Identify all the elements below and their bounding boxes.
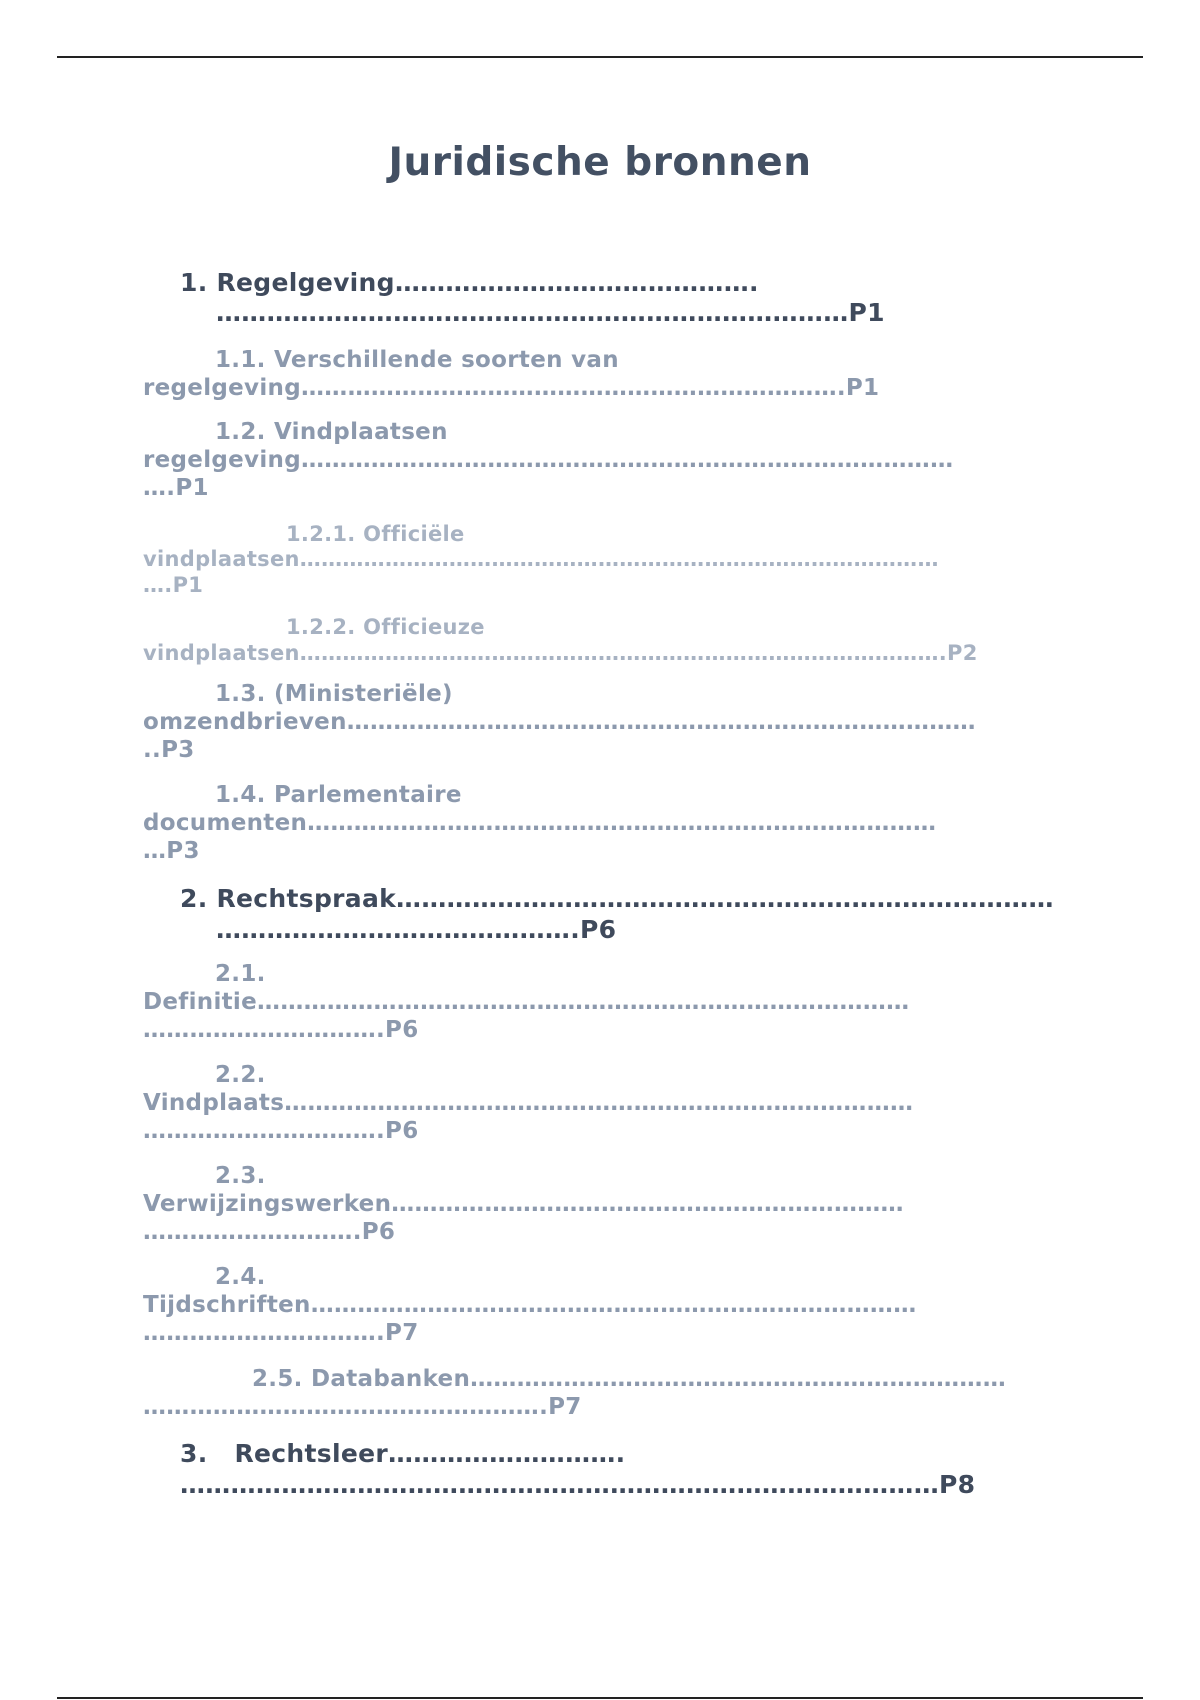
toc-entry-1-2-1-line2[interactable]: vindplaatsen……………………………………………………………………………… [143,547,939,571]
toc-entry-2-4[interactable]: 2.4. [215,1264,266,1290]
toc-entry-1-4[interactable]: 1.4. Parlementaire [215,782,462,808]
toc-entry-1-3[interactable]: 1.3. (Ministeriële) [215,681,453,707]
document-title: Juridische bronnen [388,140,812,185]
toc-entry-1-2-line2[interactable]: regelgeving………………………………………………………………………… [143,447,954,473]
toc-entry-1-3-page[interactable]: ..P3 [143,737,195,763]
toc-entry-1-1[interactable]: 1.1. Verschillende soorten van [215,347,619,373]
toc-entry-regelgeving-page[interactable]: …………………………………………………………………P1 [216,298,885,327]
toc-entry-1-4-page[interactable]: …P3 [143,838,200,864]
toc-entry-2-3[interactable]: 2.3. [215,1163,266,1189]
toc-entry-2-3-line2[interactable]: Verwijzingswerken………………………………………………………… [143,1191,904,1217]
toc-entry-1-4-line2[interactable]: documenten……………………………………………………………………… [143,810,937,836]
toc-entry-2-4-page[interactable]: ………………………….P7 [143,1320,419,1346]
toc-entry-1-2-1-page[interactable]: ….P1 [143,573,204,597]
toc-entry-1-2-page[interactable]: ….P1 [143,475,209,501]
toc-entry-2-1[interactable]: 2.1. [215,961,266,987]
toc-entry-rechtspraak-page[interactable]: …………………………………….P6 [216,915,617,944]
toc-entry-1-1-page[interactable]: regelgeving…………………………………………………………….P1 [143,375,880,401]
toc-entry-1-2[interactable]: 1.2. Vindplaatsen [215,419,448,445]
toc-entry-rechtsleer-page[interactable]: ………………………………………………………………………………P8 [180,1470,976,1499]
toc-entry-2-1-page[interactable]: ………………………….P6 [143,1017,419,1043]
toc-entry-regelgeving[interactable]: 1. Regelgeving……………………………………. [180,268,759,297]
toc-entry-rechtspraak[interactable]: 2. Rechtspraak…………………………………………………………………… [180,884,1054,913]
toc-entry-2-4-line2[interactable]: Tijdschriften…………………………………………………………………… [143,1292,917,1318]
top-rule [57,56,1143,58]
toc-entry-2-2[interactable]: 2.2. [215,1062,266,1088]
toc-entry-1-2-2[interactable]: 1.2.2. Officieuze [286,615,485,639]
toc-entry-1-2-2-page[interactable]: vindplaatsen……………………………………………………………………………….P2 [143,641,978,665]
toc-entry-2-3-page[interactable]: ……………………….P6 [143,1219,396,1245]
toc-entry-2-5-page[interactable]: …………………………………………….P7 [143,1394,582,1420]
toc-entry-2-2-line2[interactable]: Vindplaats……………………………………………………………………… [143,1090,914,1116]
toc-entry-1-2-1[interactable]: 1.2.1. Officiële [286,522,465,546]
toc-entry-2-2-page[interactable]: ………………………….P6 [143,1118,419,1144]
toc-entry-rechtsleer[interactable]: 3. Rechtsleer………………………. [180,1439,626,1468]
toc-entry-2-1-line2[interactable]: Definitie………………………………………………………………………… [143,989,910,1015]
toc-entry-1-3-line2[interactable]: omzendbrieven……………………………………………………………………… [143,709,976,735]
toc-entry-2-5[interactable]: 2.5. Databanken…………………………………………………………… [252,1366,1007,1392]
bottom-rule [57,1697,1143,1699]
